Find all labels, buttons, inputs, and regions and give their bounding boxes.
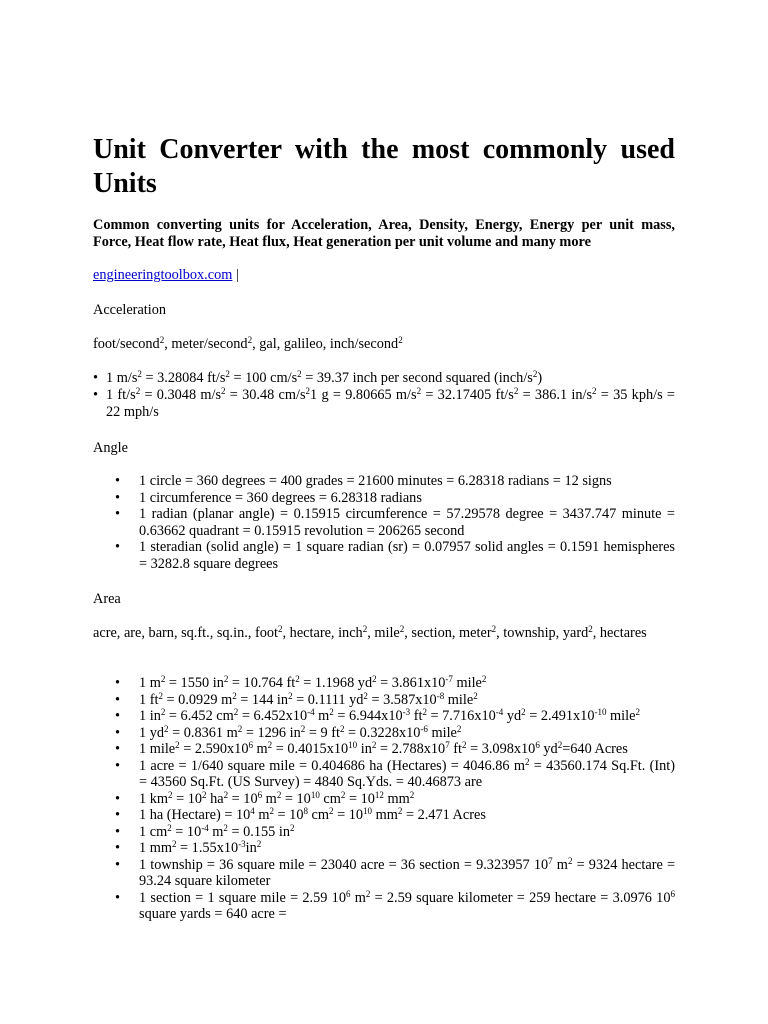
list-item: • 1 $mm^2 = 1.55x10^{-3}in^2$ [93,840,675,857]
list-item: • 1 mile$^2$ = $2.590x10^6$ $m^2 = 0.4015x10^{10}$ $in^2 = 2.788x10^7$ $ft^2 = 3.098x10^6$ $yd^2=640$ Acres [93,741,675,758]
list-item: • 1 $m^2 = 1550$ $in^2 = 10.764$ $ft^2 = 1.1968$ $yd^2 = 3.861x10^{-7}$ mile$^2$ [93,675,675,692]
list-item: • 1 $yd^2 = 0.8361$ $m^2 = 1296$ $in^2 = 9$ $ft^2 = 0.3228x10^{-6}$ mile$^2$ [93,725,675,742]
list-item: • 1 $ft^2 = 0.0929$ $m^2 = 144$ $in^2 = 0.1111$ $yd^2 = 3.587x10^{-8}$ mile$^2$ [93,692,675,709]
list-item: • 1 circle = 360 degrees = 400 grades = 21600 minutes = 6.28318 radians = 12 signs [93,473,675,490]
section-heading-area: Area [93,591,121,607]
list-item: • 1 township = 36 square mile = 23040 acre = 36 section = 9.323957 $10^7$ $m^2 = 9324$ hectare = 93.24 square kilometer [93,857,675,890]
area-units: acre, are, barn, sq.ft., sq.in., foot$^2$, hectare, inch$^2$, mile$^2$, section, meter$^2$, township, yard$^2$, hectares [93,624,647,641]
acceleration-units: foot/second$^2$, meter/second$^2$, gal, galileo, inch/second$^2$ [93,335,403,352]
list-item: • 1 $m/s^2 = 3.28084$ $ft/s^2 = 100$ $cm/s^2 = 39.37$ inch per second squared $(inch/s^2)$ [93,370,675,387]
section-heading-angle: Angle [93,440,128,456]
angle-list [93,473,675,572]
page-subtitle: Common converting units for Acceleration, Area, Density, Energy, Energy per unit mass, Force, Heat flow rate, Heat flux, Heat generation per unit volume and many more [93,217,675,250]
list-item: • 1 radian (planar angle) = 0.15915 circumference = 57.29578 degree = 3437.747 minute = 0.63662 quadrant = 0.15915 revolution = 206265 second [93,506,675,539]
list-item: • 1 steradian (solid angle) = 1 square radian (sr) = 0.07957 solid angles = 0.1591 hemispheres = 3282.8 square degrees [93,539,675,572]
list-item: • 1 acre = 1/640 square mile = 0.404686 ha (Hectares) = 4046.86 $m^2 = 43560.174$ Sq.Ft. (Int) = 43560 Sq.Ft. (US Survey) = 4840 Sq.Yds. = 40.46873 are [93,758,675,791]
list-item: • 1 ha (Hectare) = $10^4$ $m^2 = 10^8$ $cm^2 = 10^{10}$ $mm^2 = 2.471$ Acres [93,807,675,824]
list-item: • 1 circumference = 360 degrees = 6.28318 radians [93,490,675,507]
source-separator: | [232,267,239,283]
list-item: • 1 $cm^2 = 10^{-4}$ $m^2 = 0.155$ $in^2$ [93,824,675,841]
acceleration-list [93,370,675,421]
page-title: Unit Converter with the most commonly used Units [93,134,675,199]
section-heading-acceleration: Acceleration [93,302,167,318]
list-item: • 1 $ft/s^2 = 0.3048$ $m/s^2 = 30.48$ $cm/s^21$ g = 9.80665 $m/s^2 = 32.17405$ $ft/s^2 = 386.1$ $in/s^2 = 35$ kph/s = 22 mph/s [93,387,675,421]
source-link[interactable]: engineeringtoolbox.com [93,267,233,283]
list-item: • 1 section = 1 square mile = 2.59 $10^6$ $m^2 = 2.59$ square kilometer = 259 hectare = 3.0976 $10^6$ square yards = 640 acre = [93,890,675,923]
area-list [93,675,675,923]
source-line [93,267,239,284]
list-item: • 1 $in^2 = 6.452$ $cm^2 = 6.452x10^{-4}$ $m^2 = 6.944x10^{-3}$ $ft^2 = 7.716x10^{-4}$ $yd^2 = 2.491x10^{-10}$ mile$^2$ [93,708,675,725]
list-item: • 1 $km^2 = 10^2$ $ha^2 = 10^6$ $m^2 = 10^{10}$ $cm^2 = 10^{12}$ $mm^2$ [93,791,675,808]
